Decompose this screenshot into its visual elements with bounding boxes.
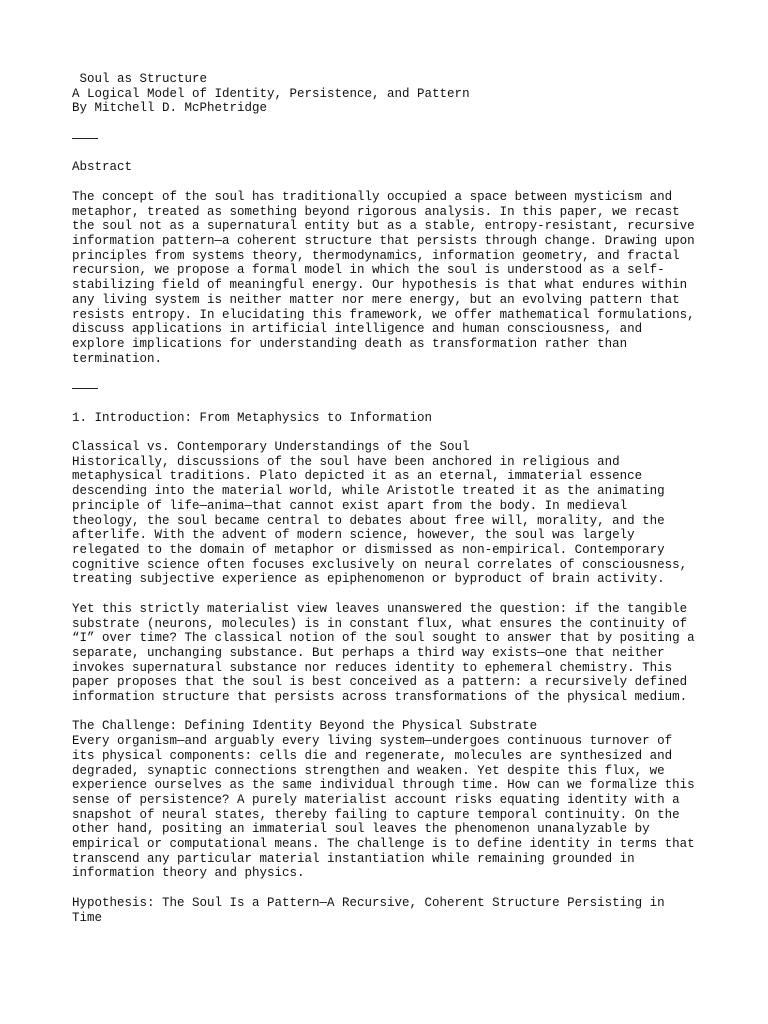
paper-title: Soul as Structure [72, 72, 208, 86]
body-line: relegated to the domain of metaphor or dismissed as non-empirical. Contemporary [72, 543, 665, 557]
body-line: degraded, synaptic connections strengthen and weaken. Yet despite this flux, we [72, 763, 665, 778]
abstract-line: any living system is neither matter nor mere energy, but an evolving pattern that [72, 292, 680, 307]
subsection-heading: Hypothesis: The Soul Is a Pattern—A Recursive, Coherent Structure Persisting in [72, 895, 665, 910]
body-line: Yet this strictly materialist view leaves unanswered the question: if the tangible [72, 601, 688, 616]
body-line: paper proposes that the soul is best conceived as a pattern: a recursively defined [72, 675, 688, 690]
body-line: cognitive science often focuses exclusively on neural correlates of consciousness, [72, 557, 688, 572]
body-line: “I” over time? The classical notion of the soul sought to answer that by positing a [72, 631, 695, 646]
paper-subtitle: A Logical Model of Identity, Persistence, and Pattern [72, 86, 470, 101]
body-line: theology, the soul became central to debates about free will, morality, and the [72, 513, 665, 528]
body-paragraph [72, 734, 712, 881]
body-line: metaphysical traditions. Plato depicted it as an eternal, immaterial essence [72, 469, 643, 484]
body-paragraph [72, 602, 712, 705]
body-line: snapshot of neural states, thereby failing to capture temporal continuity. On the [72, 807, 680, 822]
body-line: afterlife. With the advent of modern science, however, the soul was largely [72, 528, 635, 543]
body-paragraph [72, 455, 712, 587]
body-line: sense of persistence? A purely materialist account risks equating identity with a [72, 792, 680, 807]
abstract-line: termination. [72, 351, 163, 366]
abstract-line: the soul not as a supernatural entity but as a stable, entropy-resistant, recursive [72, 219, 695, 234]
body-line: Every organism—and arguably every living system—undergoes continuous turnover of [72, 734, 673, 749]
abstract-line: stabilizing field of meaningful energy. Our hypothesis is that what endures within [72, 278, 688, 293]
body-line: Historically, discussions of the soul have been anchored in religious and [72, 454, 620, 469]
body-line: invokes supernatural substance nor reduces identity to ephemeral chemistry. This [72, 660, 673, 675]
abstract-line: recursion, we propose a formal model in which the soul is understood as a self- [72, 263, 665, 278]
section-divider [72, 138, 98, 139]
abstract-line: resists entropy. In elucidating this framework, we offer mathematical formulations, [72, 307, 695, 322]
subsection-heading: Time [72, 910, 103, 925]
abstract-paragraph [72, 190, 712, 366]
subsection-heading: Classical vs. Contemporary Understandings of the Soul [72, 440, 470, 455]
abstract-line: The concept of the soul has traditionally occupied a space between mysticism and [72, 189, 673, 204]
abstract-section [72, 160, 712, 366]
body-line: separate, unchanging substance. But perhaps a third way exists—one that neither [72, 645, 665, 660]
document-page [72, 72, 712, 925]
body-line: its physical components: cells die and regenerate, molecules are synthesized and [72, 748, 673, 763]
body-line: transcend any particular material instantiation while remaining grounded in [72, 851, 635, 866]
subsection-heading: The Challenge: Defining Identity Beyond the Physical Substrate [72, 719, 538, 734]
paper-author: By Mitchell D. McPhetridge [72, 101, 268, 116]
abstract-line: discuss applications in artificial intelligence and human consciousness, and [72, 322, 643, 337]
section-heading: 1. Introduction: From Metaphysics to Information [72, 410, 433, 425]
body-line: information structure that persists across transformations of the physical medium. [72, 690, 688, 705]
abstract-line: information pattern—a coherent structure that persists through change. Drawing upon [72, 233, 695, 248]
body-line: treating subjective experience as epiphenomenon or byproduct of brain activity. [72, 572, 665, 587]
section-divider [72, 388, 98, 389]
abstract-heading: Abstract [72, 160, 133, 175]
abstract-line: metaphor, treated as something beyond rigorous analysis. In this paper, we recast [72, 204, 680, 219]
body-line: information theory and physics. [72, 866, 305, 881]
body-line: descending into the material world, while Aristotle treated it as the animating [72, 484, 665, 499]
body-line: empirical or computational means. The challenge is to define identity in terms that [72, 837, 695, 852]
body-line: substrate (neurons, molecules) is in constant flux, what ensures the continuity of [72, 616, 688, 631]
body-line: principle of life—anima—that cannot exist apart from the body. In medieval [72, 498, 628, 513]
title-block [72, 72, 712, 116]
abstract-line: explore implications for understanding death as transformation rather than [72, 336, 628, 351]
abstract-line: principles from systems theory, thermodynamics, information geometry, and fractal [72, 248, 680, 263]
body-line: other hand, positing an immaterial soul leaves the phenomenon unanalyzable by [72, 822, 650, 837]
introduction-section [72, 411, 712, 926]
body-line: experience ourselves as the same individual through time. How can we formalize this [72, 778, 695, 793]
